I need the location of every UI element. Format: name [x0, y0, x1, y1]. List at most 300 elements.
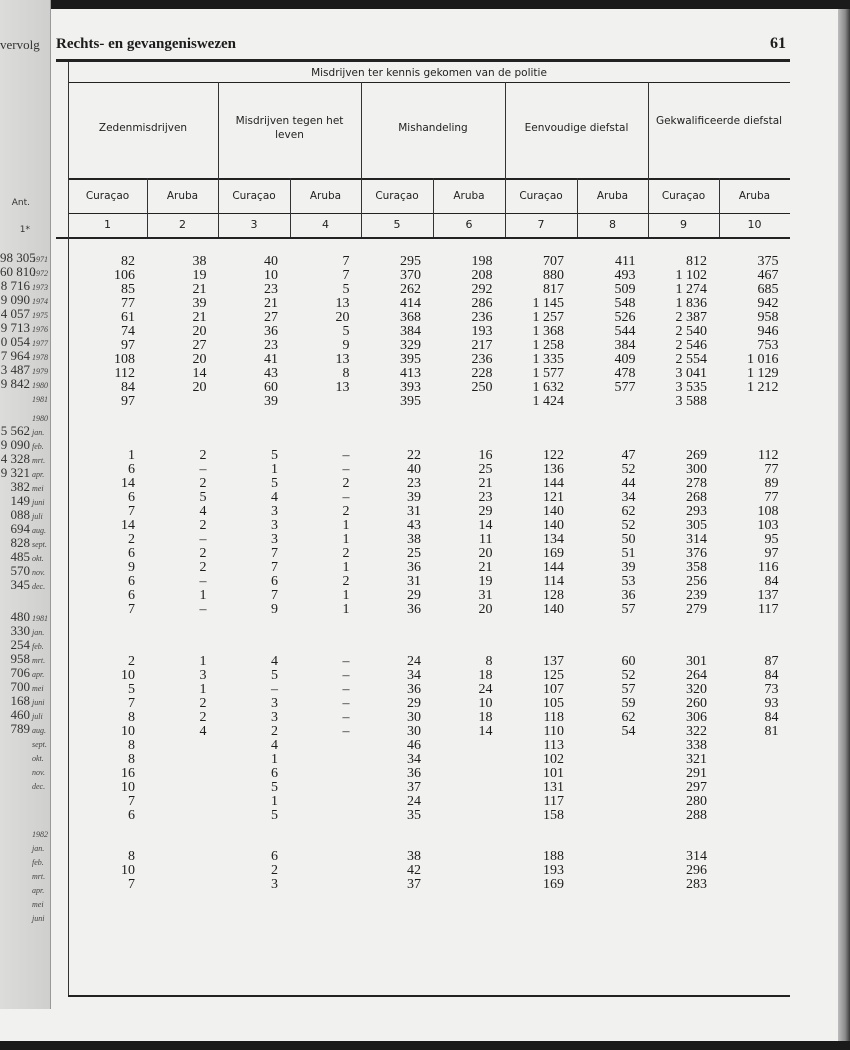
- table-cell: 89: [764, 476, 779, 491]
- table-cell: 1: [271, 462, 278, 477]
- table-cell: 1 577: [532, 366, 564, 381]
- table-cell: 84: [764, 710, 779, 725]
- table-cell: 376: [686, 546, 707, 561]
- column-number: 4: [322, 218, 329, 231]
- prev-month-label: juni: [32, 498, 45, 507]
- table-cell: 13: [335, 352, 350, 367]
- column-number: 3: [250, 218, 258, 231]
- table-cell: 413: [400, 366, 421, 381]
- category-header: Mishandeling: [398, 122, 468, 134]
- table-cell: 3: [199, 668, 207, 683]
- table-cell: 37: [407, 780, 421, 795]
- page-number: 61: [770, 35, 786, 52]
- prev-month-label: nov.: [32, 568, 45, 577]
- prev-value: 5 562: [0, 423, 30, 438]
- table-cell: 548: [614, 296, 636, 311]
- table-cell: 23: [264, 338, 278, 353]
- table-cell: 117: [758, 602, 779, 617]
- table-cell: 108: [757, 504, 779, 519]
- table-cell: 23: [264, 282, 278, 297]
- data-block: [68, 449, 791, 617]
- table-cell: 1: [342, 518, 350, 533]
- table-cell: 29: [407, 588, 421, 603]
- category-header: Misdrijven tegen het leven: [235, 115, 344, 141]
- table-cell: 880: [543, 268, 564, 283]
- prev-month-label: jan.: [32, 428, 45, 437]
- table-cell: 297: [686, 780, 707, 795]
- prev-value: 149: [10, 493, 30, 508]
- table-cell: 136: [543, 462, 564, 477]
- table-cell: 544: [614, 324, 636, 339]
- table-cell: 10: [121, 780, 135, 795]
- table-cell: 10: [478, 696, 493, 711]
- table-cell: [719, 395, 791, 409]
- table-row: [68, 878, 791, 892]
- table-cell: 2: [128, 654, 135, 669]
- table-cell: 47: [621, 448, 636, 463]
- table-cell: 21: [478, 476, 493, 491]
- table-cell: 384: [400, 324, 421, 339]
- island-header: Aruba: [596, 190, 629, 202]
- table-cell: 21: [192, 282, 207, 297]
- table-cell: 384: [614, 338, 636, 353]
- table-cell: [719, 739, 791, 753]
- table-cell: 6: [271, 849, 278, 864]
- table-cell: [433, 864, 505, 878]
- table-cell: 51: [621, 546, 636, 561]
- table-cell: [719, 753, 791, 767]
- book-edge: [838, 9, 850, 1041]
- table-cell: 8: [128, 710, 135, 725]
- table-cell: 2: [199, 448, 207, 463]
- table-cell: 118: [543, 710, 564, 725]
- table-cell: 5: [271, 476, 278, 491]
- table-cell: 8: [128, 752, 135, 767]
- table-cell: [719, 781, 791, 795]
- table-cell: –: [342, 682, 350, 697]
- table-cell: 21: [192, 310, 207, 325]
- table-cell: 8: [128, 738, 135, 753]
- table-cell: 1 102: [675, 268, 707, 283]
- table-cell: 2: [342, 574, 350, 589]
- table-cell: 292: [471, 282, 493, 297]
- column-number: 6: [465, 218, 473, 231]
- table-cell: 2: [342, 546, 350, 561]
- prev-month-label: mrt.: [32, 872, 46, 881]
- table-cell: 14: [478, 518, 493, 533]
- table-cell: 3: [271, 504, 278, 519]
- table-cell: 5: [271, 808, 278, 823]
- table-cell: –: [342, 448, 350, 463]
- data-block: [68, 255, 791, 409]
- prev-year-label: 1980: [32, 381, 48, 390]
- table-cell: 2 546: [675, 338, 707, 353]
- table-cell: [576, 809, 648, 823]
- column-number: 1: [104, 218, 111, 231]
- table-cell: [290, 767, 362, 781]
- prev-month-label: dec.: [32, 782, 46, 791]
- table-cell: 38: [192, 254, 207, 269]
- table-cell: 38: [407, 532, 421, 547]
- prev-month-label: mei: [32, 900, 44, 909]
- table-cell: [147, 850, 219, 864]
- table-cell: 2: [199, 696, 207, 711]
- table-cell: 942: [757, 296, 779, 311]
- table-cell: 393: [400, 380, 421, 395]
- table-cell: –: [342, 724, 350, 739]
- table-cell: 4: [199, 504, 207, 519]
- table-cell: 1 424: [532, 394, 564, 409]
- table-cell: 370: [400, 268, 421, 283]
- table-cell: 577: [614, 380, 636, 395]
- table-cell: 3: [271, 532, 278, 547]
- prev-month-label: okt.: [32, 554, 44, 563]
- table-cell: 2: [199, 476, 207, 491]
- divider: [361, 82, 362, 237]
- prev-month-label: jan.: [32, 628, 45, 637]
- table-cell: 278: [686, 476, 707, 491]
- table-cell: 288: [686, 808, 707, 823]
- prev-value: 789: [10, 721, 30, 736]
- table-cell: 198: [471, 254, 493, 269]
- table-cell: 74: [121, 324, 135, 339]
- table-cell: 320: [686, 682, 707, 697]
- rule: [56, 237, 790, 239]
- table-row: [68, 325, 791, 339]
- table-cell: 140: [543, 504, 564, 519]
- table-cell: 53: [621, 574, 636, 589]
- table-cell: [576, 795, 648, 809]
- table-cell: 9: [342, 338, 350, 353]
- table-cell: [576, 864, 648, 878]
- table-cell: 31: [478, 588, 493, 603]
- table-cell: [147, 864, 219, 878]
- table-cell: [290, 739, 362, 753]
- table-cell: 1: [199, 654, 207, 669]
- table-cell: 3: [271, 710, 278, 725]
- table-cell: 14: [478, 724, 493, 739]
- table-cell: 22: [407, 448, 421, 463]
- table-cell: 2: [342, 476, 350, 491]
- table-cell: 27: [192, 338, 207, 353]
- table-cell: [147, 753, 219, 767]
- column-number: 7: [537, 218, 545, 231]
- table-cell: 24: [478, 682, 493, 697]
- table-cell: 375: [757, 254, 779, 269]
- table-cell: [290, 850, 362, 864]
- table-row: [68, 683, 791, 697]
- prev-month-label: aug.: [32, 726, 46, 735]
- table-cell: 286: [471, 296, 493, 311]
- category-header: Gekwalificeerde diefstal: [655, 115, 783, 127]
- table-cell: 322: [686, 724, 707, 739]
- table-row: [68, 603, 791, 617]
- table-cell: 2: [199, 518, 207, 533]
- table-cell: 137: [757, 588, 779, 603]
- table-cell: [576, 878, 648, 892]
- table-cell: 1: [342, 588, 350, 603]
- prev-year-label: 1977: [32, 339, 48, 348]
- table-row: [68, 575, 791, 589]
- table-cell: 306: [686, 710, 707, 725]
- table-row: [68, 505, 791, 519]
- table-cell: 44: [621, 476, 636, 491]
- prev-value: 9 090: [0, 292, 30, 307]
- table-cell: 1: [271, 752, 278, 767]
- table-row: [68, 711, 791, 725]
- table-top-rule: [56, 59, 790, 62]
- table-cell: 117: [543, 794, 564, 809]
- table-cell: 4: [199, 724, 207, 739]
- prev-month-label: dec.: [32, 582, 46, 591]
- table-cell: 9: [128, 560, 135, 575]
- table-cell: 321: [686, 752, 707, 767]
- table-cell: 2: [271, 724, 278, 739]
- table-cell: 95: [764, 532, 779, 547]
- table-cell: 1 632: [532, 380, 564, 395]
- table-cell: 280: [686, 794, 707, 809]
- island-header: Aruba: [309, 190, 342, 202]
- table-cell: 1 368: [532, 324, 564, 339]
- table-cell: 395: [400, 394, 421, 409]
- table-cell: 264: [686, 668, 707, 683]
- table-cell: [290, 809, 362, 823]
- table-bottom-rule: [68, 995, 790, 997]
- table-cell: 296: [686, 863, 707, 878]
- table-cell: 41: [264, 352, 278, 367]
- table-cell: 122: [543, 448, 564, 463]
- table-cell: 36: [407, 682, 421, 697]
- divider: [218, 82, 219, 237]
- table-cell: [433, 753, 505, 767]
- table-row: [68, 809, 791, 823]
- prev-year-label: 1971: [32, 255, 48, 264]
- table-cell: 52: [621, 668, 636, 683]
- table-cell: 1 836: [675, 296, 707, 311]
- prev-value: 9 842: [0, 376, 30, 391]
- table-row: [68, 850, 791, 864]
- table-cell: 110: [543, 724, 564, 739]
- table-cell: 52: [621, 462, 636, 477]
- data-block: [68, 850, 791, 892]
- table-cell: 24: [407, 654, 421, 669]
- prev-value: 7 964: [0, 348, 30, 363]
- prev-value: 60 810: [0, 264, 36, 279]
- table-cell: 305: [686, 518, 707, 533]
- table-cell: [576, 753, 648, 767]
- island-header: Curaçao: [85, 190, 130, 202]
- table-cell: 121: [543, 490, 564, 505]
- table-cell: 1: [271, 794, 278, 809]
- table-cell: 8: [485, 654, 493, 669]
- prev-month-label: 1982: [32, 830, 48, 839]
- table-cell: 1 129: [747, 366, 779, 381]
- table-cell: 228: [471, 366, 493, 381]
- table-cell: 158: [543, 808, 564, 823]
- table-cell: [290, 878, 362, 892]
- prev-month-label: 1981: [32, 614, 48, 623]
- table-cell: 23: [478, 490, 493, 505]
- table-cell: 30: [407, 724, 421, 739]
- table-cell: 107: [543, 682, 564, 697]
- table-cell: [433, 781, 505, 795]
- table-cell: –: [199, 602, 207, 617]
- table-row: [68, 255, 791, 269]
- table-cell: [147, 809, 219, 823]
- table-cell: 5: [128, 682, 135, 697]
- prev-value: 088: [10, 507, 30, 522]
- table-row: [68, 697, 791, 711]
- table-cell: –: [342, 490, 350, 505]
- table-row: [68, 589, 791, 603]
- table-cell: 1: [342, 560, 350, 575]
- continued-label: vervolg: [0, 37, 40, 52]
- table-cell: 753: [757, 338, 779, 353]
- table-cell: 84: [764, 668, 779, 683]
- prev-value: 345: [10, 577, 30, 592]
- rule: [68, 82, 790, 83]
- table-cell: [433, 850, 505, 864]
- table-cell: 193: [543, 863, 564, 878]
- table-cell: 46: [407, 738, 421, 753]
- prev-month-label: mrt.: [32, 656, 46, 665]
- prev-value: 9 713: [0, 320, 30, 335]
- table-cell: 77: [121, 296, 135, 311]
- table-cell: 62: [621, 504, 636, 519]
- table-cell: [433, 795, 505, 809]
- table-cell: 112: [114, 366, 135, 381]
- table-cell: 36: [407, 602, 421, 617]
- prev-value: 828: [10, 535, 30, 550]
- table-cell: 4: [271, 490, 278, 505]
- table-cell: 18: [478, 710, 493, 725]
- prev-month-label: jan.: [32, 844, 45, 853]
- prev-year-label: 1979: [32, 367, 48, 376]
- column-number: 8: [609, 218, 616, 231]
- prev-month-label: aug.: [32, 526, 46, 535]
- table-cell: 1 145: [532, 296, 564, 311]
- table-cell: 37: [407, 877, 421, 892]
- table-cell: 10: [264, 268, 278, 283]
- category-header: Eenvoudige diefstal: [524, 122, 629, 134]
- prev-month-label: sept.: [32, 540, 47, 549]
- table-cell: 60: [264, 380, 278, 395]
- table-cell: 3: [271, 877, 278, 892]
- table-cell: [290, 395, 362, 409]
- table-cell: 358: [686, 560, 707, 575]
- table-cell: 35: [407, 808, 421, 823]
- table-cell: 20: [478, 546, 493, 561]
- prev-month-label: juli: [32, 712, 43, 721]
- island-header: Aruba: [453, 190, 485, 202]
- prev-month-label: feb.: [32, 642, 44, 651]
- divider: [505, 82, 506, 237]
- table-cell: 329: [400, 338, 421, 353]
- table-cell: 93: [764, 696, 779, 711]
- prev-month-label: mei: [32, 484, 44, 493]
- table-cell: 16: [478, 448, 493, 463]
- table-cell: 4: [271, 738, 278, 753]
- table-cell: 31: [407, 574, 421, 589]
- table-cell: 236: [471, 352, 493, 367]
- prev-value: 330: [10, 623, 30, 638]
- table-cell: 21: [264, 296, 278, 311]
- prev-year-label: 1981: [32, 395, 48, 404]
- table-cell: 29: [407, 696, 421, 711]
- table-cell: [576, 781, 648, 795]
- table-cell: 20: [192, 324, 207, 339]
- table-cell: 77: [764, 462, 779, 477]
- island-header: Curaçao: [661, 190, 706, 202]
- prev-month-label: sept.: [32, 740, 47, 749]
- island-header: Curaçao: [519, 190, 563, 202]
- table-cell: 314: [686, 849, 707, 864]
- table-cell: 39: [407, 490, 421, 505]
- prev-header-label: Ant.: [11, 198, 30, 208]
- table-cell: [576, 395, 648, 409]
- prev-value: 9 090: [0, 437, 30, 452]
- prev-value: 3 487: [0, 362, 30, 377]
- table-cell: 103: [757, 518, 779, 533]
- table-cell: 3: [271, 518, 278, 533]
- table-cell: 301: [686, 654, 707, 669]
- table-cell: 14: [121, 518, 135, 533]
- table-cell: 62: [621, 710, 636, 725]
- table-cell: 707: [543, 254, 564, 269]
- table-cell: 60: [621, 654, 636, 669]
- table-cell: 7: [128, 696, 135, 711]
- island-header: Curaçao: [232, 190, 276, 202]
- table-cell: 1: [128, 448, 135, 463]
- table-cell: 6: [271, 766, 278, 781]
- table-cell: 8: [128, 849, 135, 864]
- table-cell: 2: [199, 546, 207, 561]
- table-cell: 2 387: [675, 310, 707, 325]
- table-row: [68, 463, 791, 477]
- table-cell: 81: [764, 724, 779, 739]
- table-cell: 20: [192, 380, 207, 395]
- table-cell: 14: [121, 476, 135, 491]
- table-cell: 13: [335, 380, 350, 395]
- table-cell: 256: [686, 574, 707, 589]
- table-cell: 5: [199, 490, 207, 505]
- table-row: [68, 311, 791, 325]
- table-row: [68, 767, 791, 781]
- table-cell: 57: [621, 602, 636, 617]
- table-cell: 50: [621, 532, 636, 547]
- table-cell: 1 212: [747, 380, 779, 395]
- prev-value: 0 054: [0, 334, 30, 349]
- prev-month-label: 1980: [32, 414, 48, 423]
- table-cell: 1 258: [532, 338, 564, 353]
- table-cell: 946: [757, 324, 779, 339]
- prev-value: 168: [10, 693, 30, 708]
- table-cell: 685: [757, 282, 779, 297]
- table-cell: [290, 781, 362, 795]
- island-header: Aruba: [738, 190, 771, 202]
- table-cell: 18: [478, 668, 493, 683]
- table-cell: 36: [407, 766, 421, 781]
- table-cell: 1: [199, 682, 207, 697]
- table-cell: 114: [543, 574, 564, 589]
- table-cell: 1: [199, 588, 207, 603]
- table-row: [68, 655, 791, 669]
- prev-year-label: 1974: [32, 297, 48, 306]
- table-cell: 817: [543, 282, 564, 297]
- table-cell: 85: [121, 282, 135, 297]
- prev-month-label: juni: [32, 698, 45, 707]
- table-cell: [719, 850, 791, 864]
